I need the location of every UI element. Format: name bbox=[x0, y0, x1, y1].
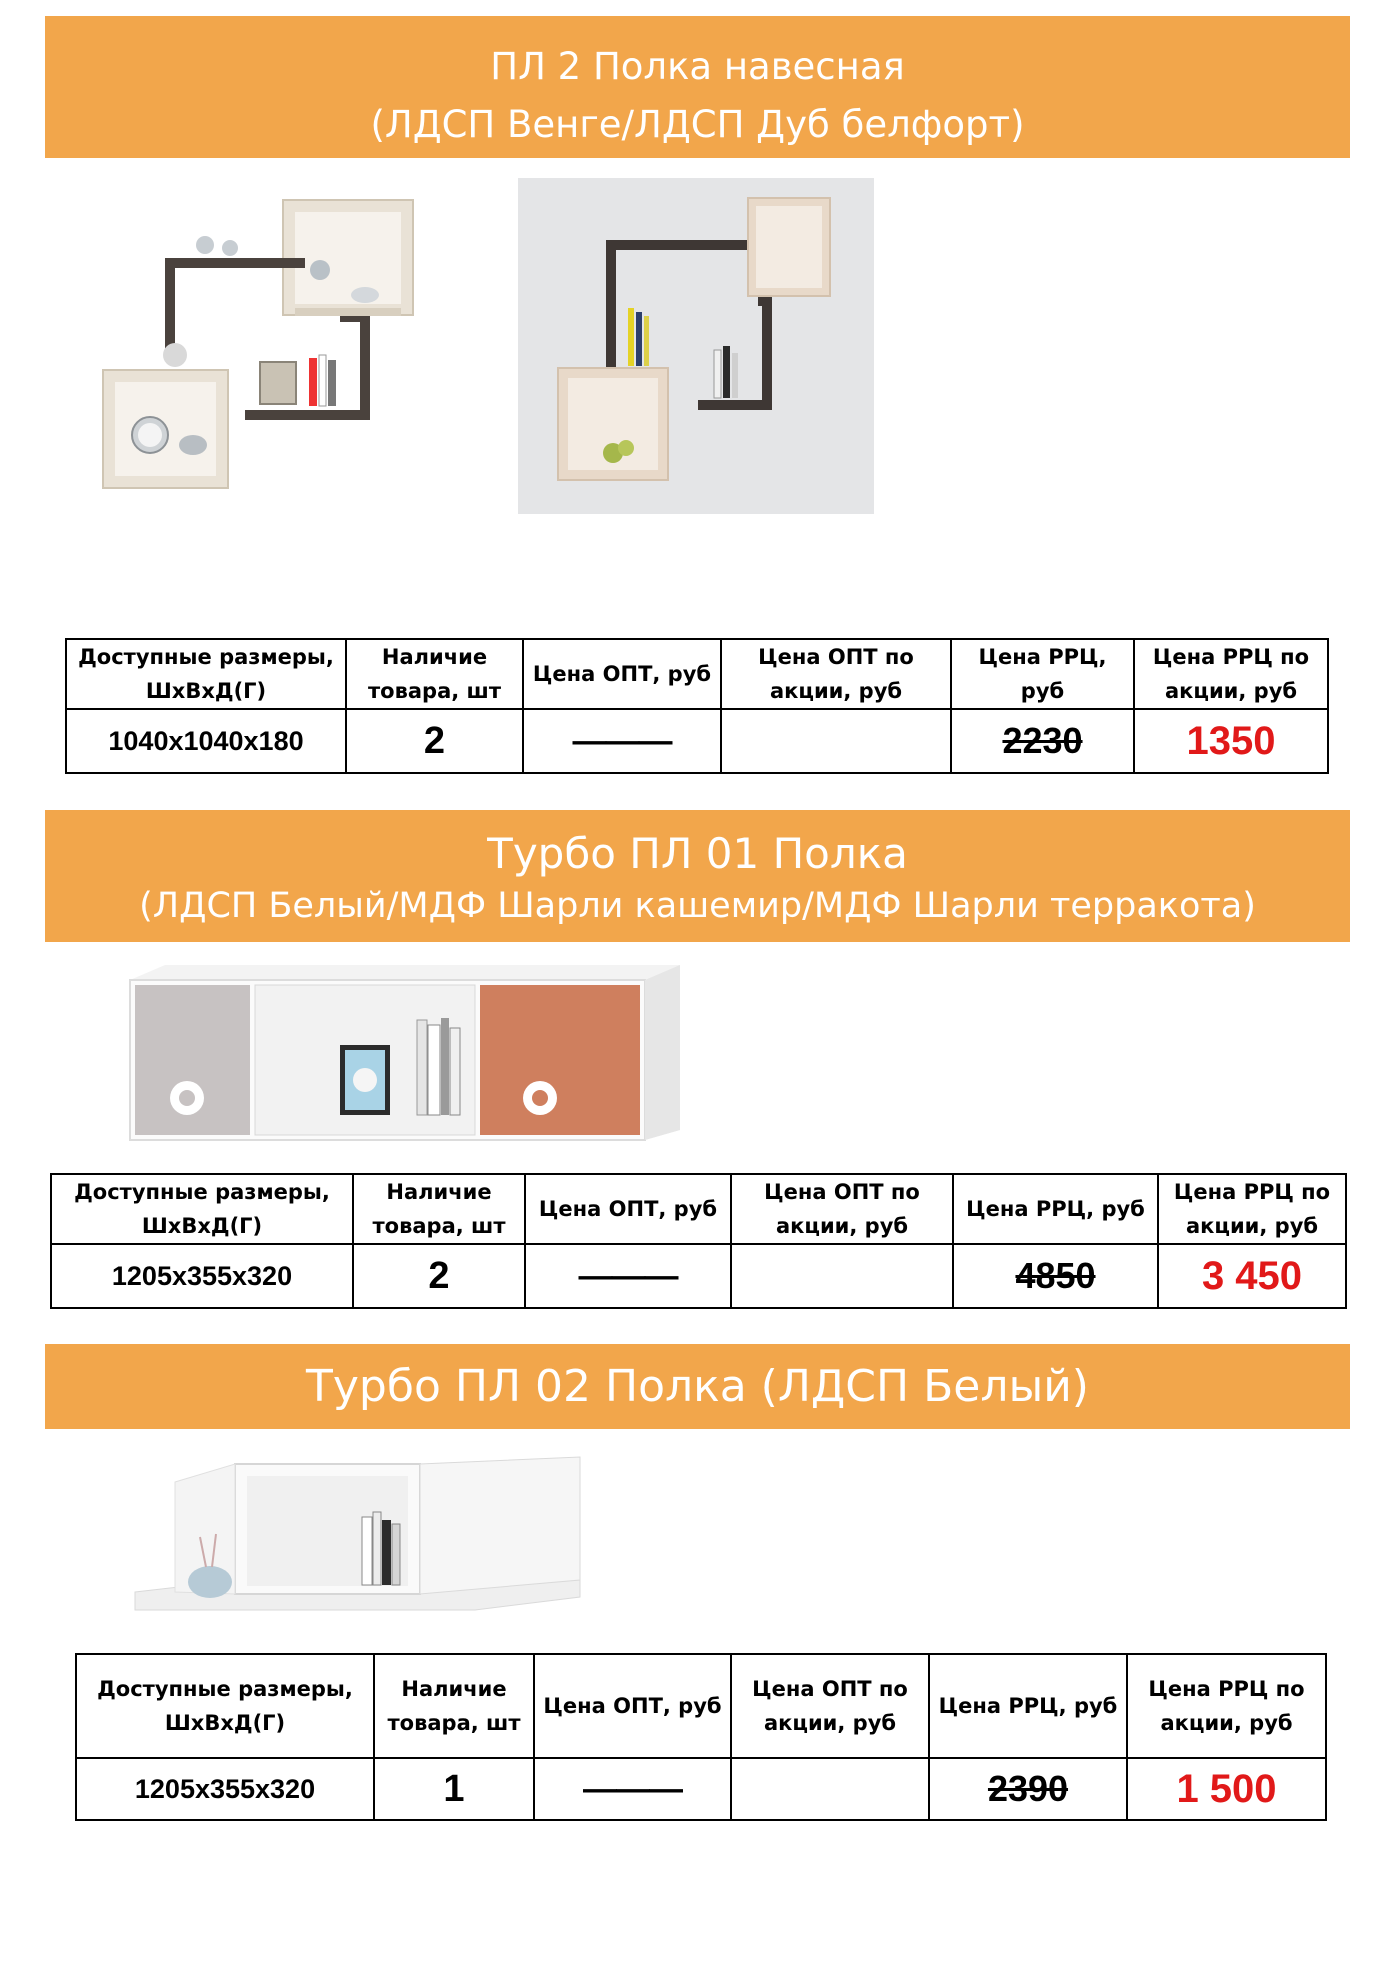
header-rrc-price: Цена РРЦ, руб bbox=[951, 639, 1134, 709]
product-3-title: Турбо ПЛ 02 Полка (ЛДСП Белый) bbox=[306, 1361, 1089, 1412]
product-3-price-table bbox=[75, 1653, 1327, 1821]
product-3-banner bbox=[45, 1344, 1350, 1429]
header-stock: Наличие товара, шт bbox=[353, 1174, 525, 1244]
product-3-opt-price: ——— bbox=[534, 1758, 731, 1820]
product-1-title: ПЛ 2 Полка навесная bbox=[490, 45, 905, 88]
product-1-subtitle: (ЛДСП Венге/ЛДСП Дуб белфорт) bbox=[370, 103, 1025, 146]
product-2-rrc-price: 4850 bbox=[953, 1244, 1158, 1308]
product-1-size: 1040х1040х180 bbox=[66, 709, 346, 773]
header-opt-price: Цена ОПТ, руб bbox=[525, 1174, 731, 1244]
header-sizes: Доступные размеры, ШхВхД(Г) bbox=[76, 1654, 374, 1758]
header-stock: Наличие товара, шт bbox=[346, 639, 523, 709]
header-rrc-promo: Цена РРЦ по акции, руб bbox=[1158, 1174, 1346, 1244]
product-1-photo-right bbox=[518, 178, 874, 514]
product-1-photo-left bbox=[95, 190, 435, 505]
header-opt-promo: Цена ОПТ по акции, руб bbox=[721, 639, 951, 709]
product-2-price-table bbox=[50, 1173, 1347, 1309]
product-2-rrc-promo: 3 450 bbox=[1158, 1244, 1346, 1308]
header-sizes: Доступные размеры, ШхВхД(Г) bbox=[66, 639, 346, 709]
header-rrc-price: Цена РРЦ, руб bbox=[953, 1174, 1158, 1244]
product-2-opt-promo bbox=[731, 1244, 953, 1308]
header-opt-price: Цена ОПТ, руб bbox=[523, 639, 721, 709]
product-3-photo bbox=[130, 1452, 585, 1612]
product-1-rrc-promo: 1350 bbox=[1134, 709, 1328, 773]
product-2-title: Турбо ПЛ 01 Полка bbox=[487, 829, 908, 878]
product-2-banner bbox=[45, 810, 1350, 942]
product-2-stock: 2 bbox=[353, 1244, 525, 1308]
header-sizes: Доступные размеры, ШхВхД(Г) bbox=[51, 1174, 353, 1244]
header-rrc-promo: Цена РРЦ по акции, руб bbox=[1134, 639, 1328, 709]
product-1-banner bbox=[45, 16, 1350, 158]
header-stock: Наличие товара, шт bbox=[374, 1654, 534, 1758]
product-3-rrc-price: 2390 bbox=[929, 1758, 1127, 1820]
product-1-stock: 2 bbox=[346, 709, 523, 773]
product-2-subtitle: (ЛДСП Белый/МДФ Шарли кашемир/МДФ Шарли терракота) bbox=[139, 886, 1256, 926]
product-2-size: 1205х355х320 bbox=[51, 1244, 353, 1308]
product-1-opt-promo bbox=[721, 709, 951, 773]
product-1-opt-price: ——— bbox=[523, 709, 721, 773]
header-rrc-promo: Цена РРЦ по акции, руб bbox=[1127, 1654, 1326, 1758]
product-2-photo bbox=[125, 960, 685, 1145]
header-opt-price: Цена ОПТ, руб bbox=[534, 1654, 731, 1758]
header-opt-promo: Цена ОПТ по акции, руб bbox=[731, 1654, 929, 1758]
product-1-price-table bbox=[65, 638, 1329, 774]
header-opt-promo: Цена ОПТ по акции, руб bbox=[731, 1174, 953, 1244]
product-1-rrc-price: 2230 bbox=[951, 709, 1134, 773]
header-rrc-price: Цена РРЦ, руб bbox=[929, 1654, 1127, 1758]
product-3-rrc-promo: 1 500 bbox=[1127, 1758, 1326, 1820]
product-3-stock: 1 bbox=[374, 1758, 534, 1820]
product-2-opt-price: ——— bbox=[525, 1244, 731, 1308]
product-3-size: 1205х355х320 bbox=[76, 1758, 374, 1820]
product-3-opt-promo bbox=[731, 1758, 929, 1820]
